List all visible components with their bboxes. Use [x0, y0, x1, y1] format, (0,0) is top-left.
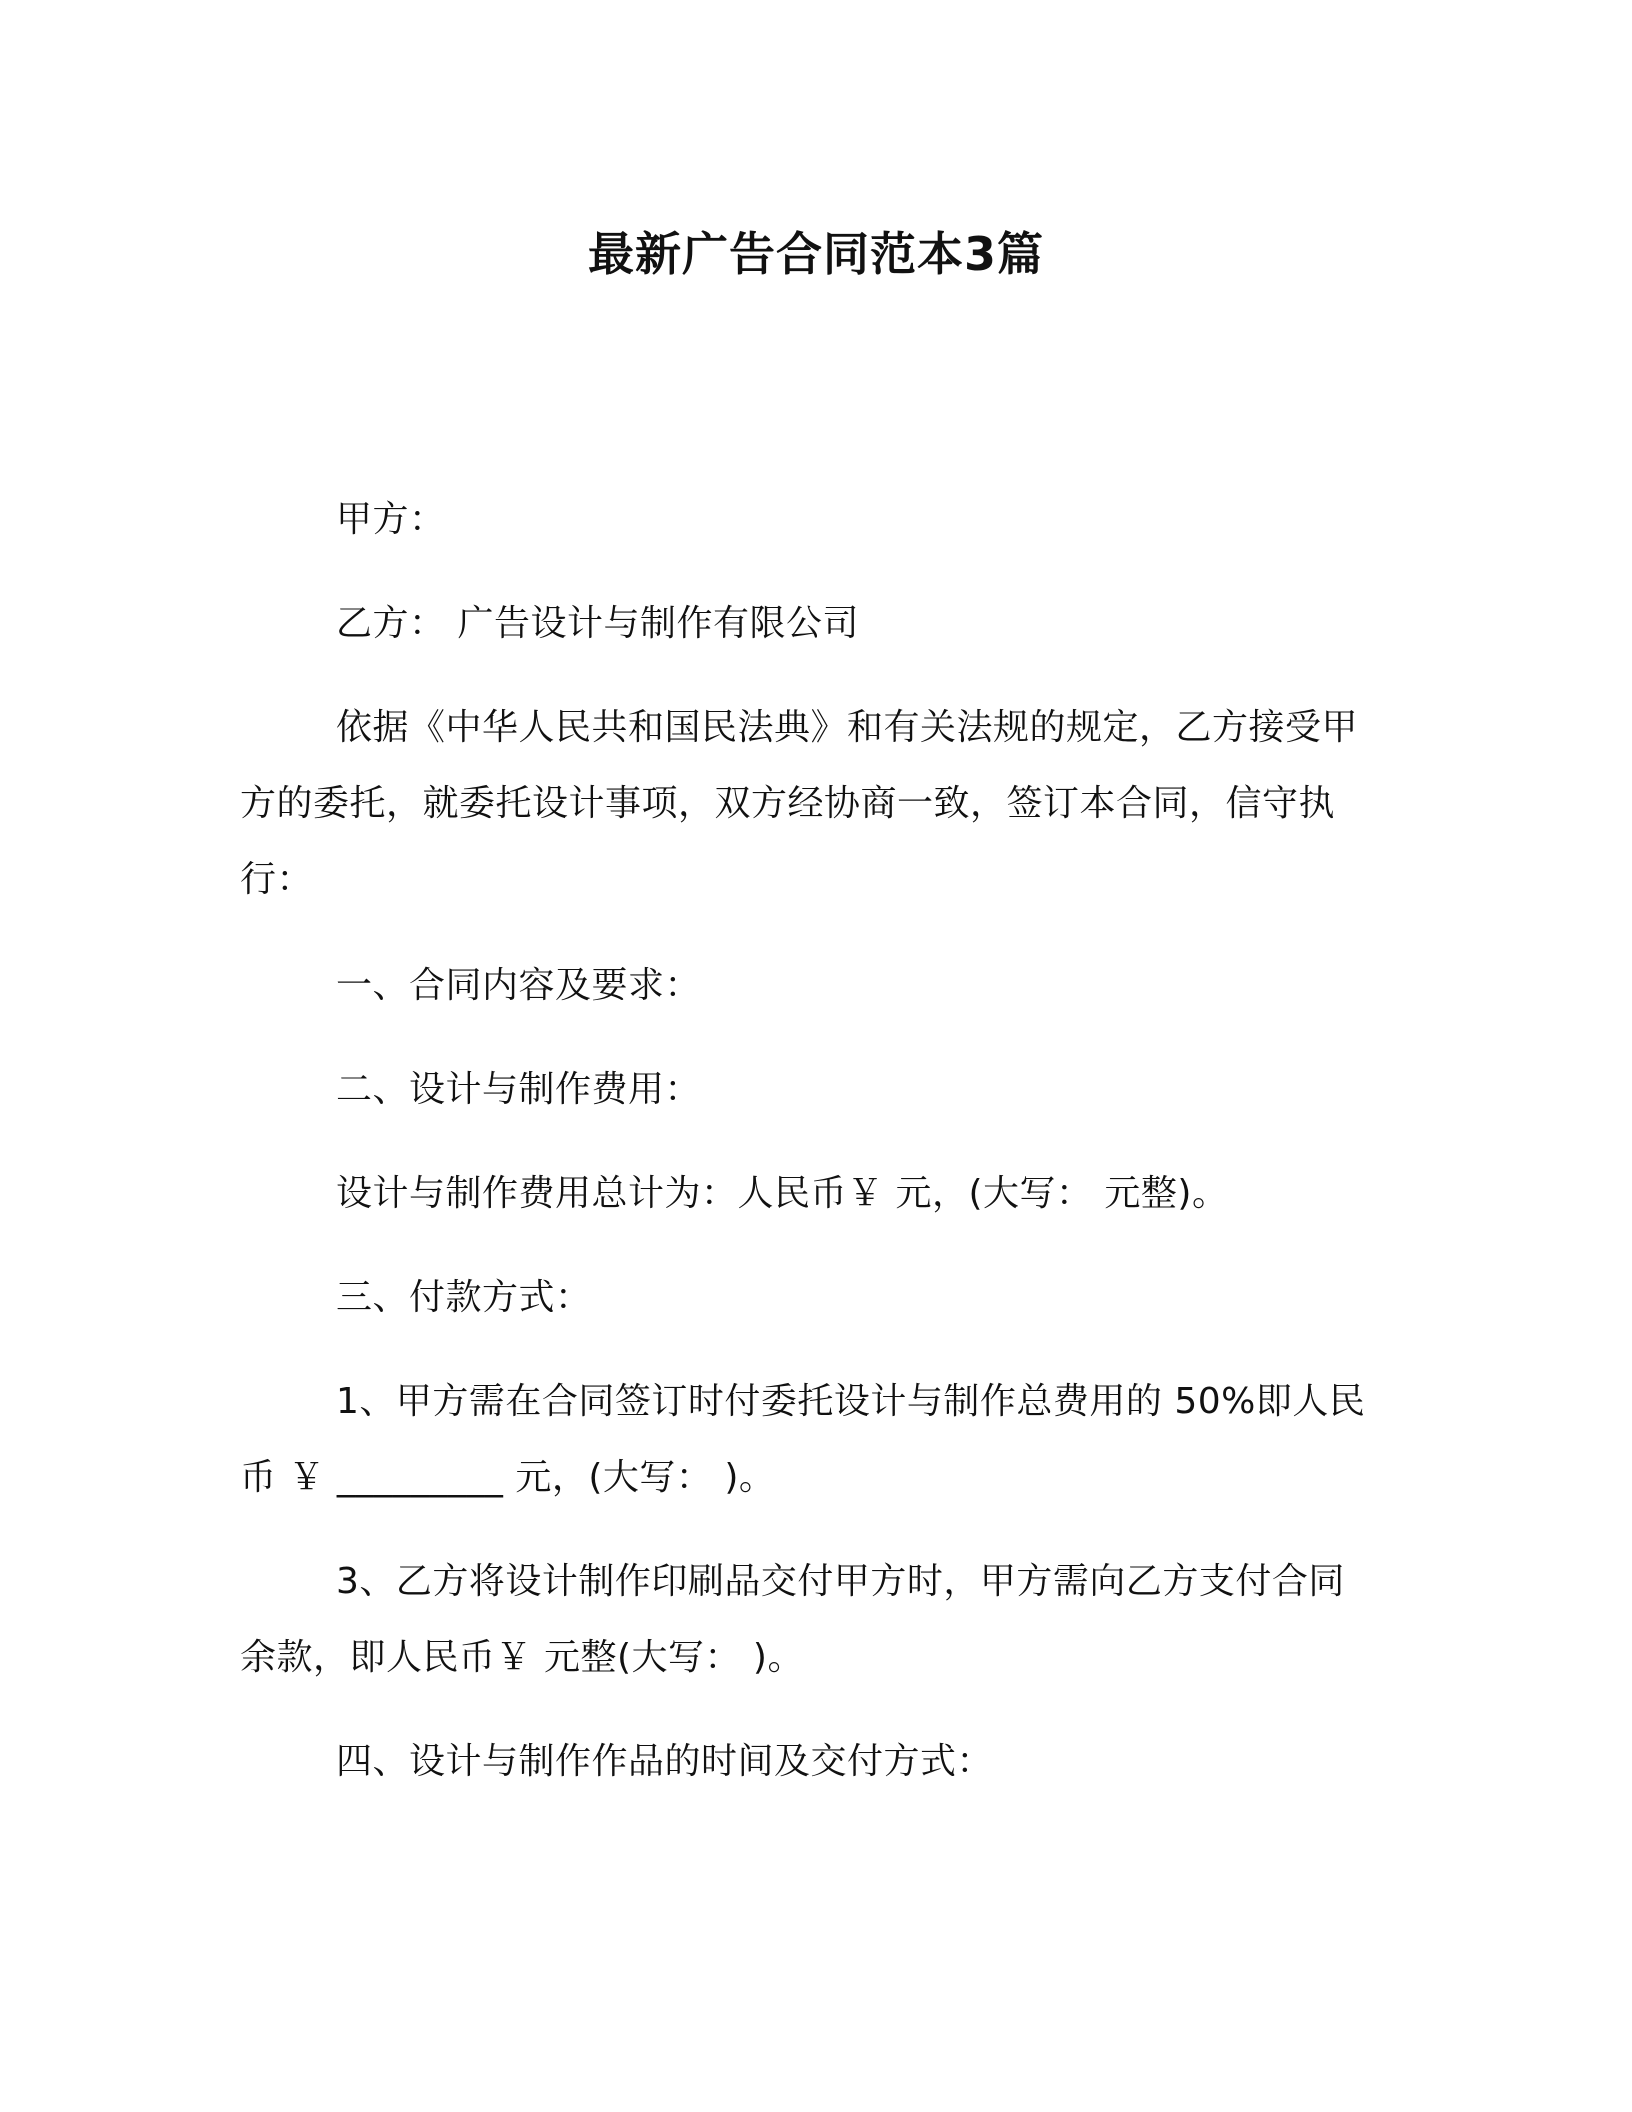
section-3-heading: 三、付款方式： — [336, 1277, 592, 1318]
payment-clause-3: 3、乙方将设计制作印刷品交付甲方时，甲方需向乙方支付合同余款，即人民币￥ 元整(大写： )。 — [240, 1561, 1345, 1678]
preamble-paragraph: 依据《中华人民共和国民法典》和有关法规的规定，乙方接受甲方的委托，就委托设计事项，双方经协商一致，签订本合同，信守执行： — [240, 707, 1359, 900]
section-4-heading: 四、设计与制作作品的时间及交付方式： — [336, 1741, 994, 1782]
party-a-line: 甲方： — [336, 499, 446, 540]
party-b-line: 乙方： 广告设计与制作有限公司 — [336, 603, 859, 644]
section-2-heading: 二、设计与制作费用： — [336, 1069, 702, 1110]
document-title: 最新广告合同范本3篇 — [587, 227, 1044, 281]
section-1-heading: 一、合同内容及要求： — [336, 965, 702, 1006]
total-fee-paragraph: 设计与制作费用总计为：人民币￥ 元，(大写： 元整)。 — [336, 1173, 1229, 1214]
payment-clause-1: 1、甲方需在合同签订时付委托设计与制作总费用的 50%即人民币 ￥ _________ 元，(大写： )。 — [240, 1381, 1366, 1498]
